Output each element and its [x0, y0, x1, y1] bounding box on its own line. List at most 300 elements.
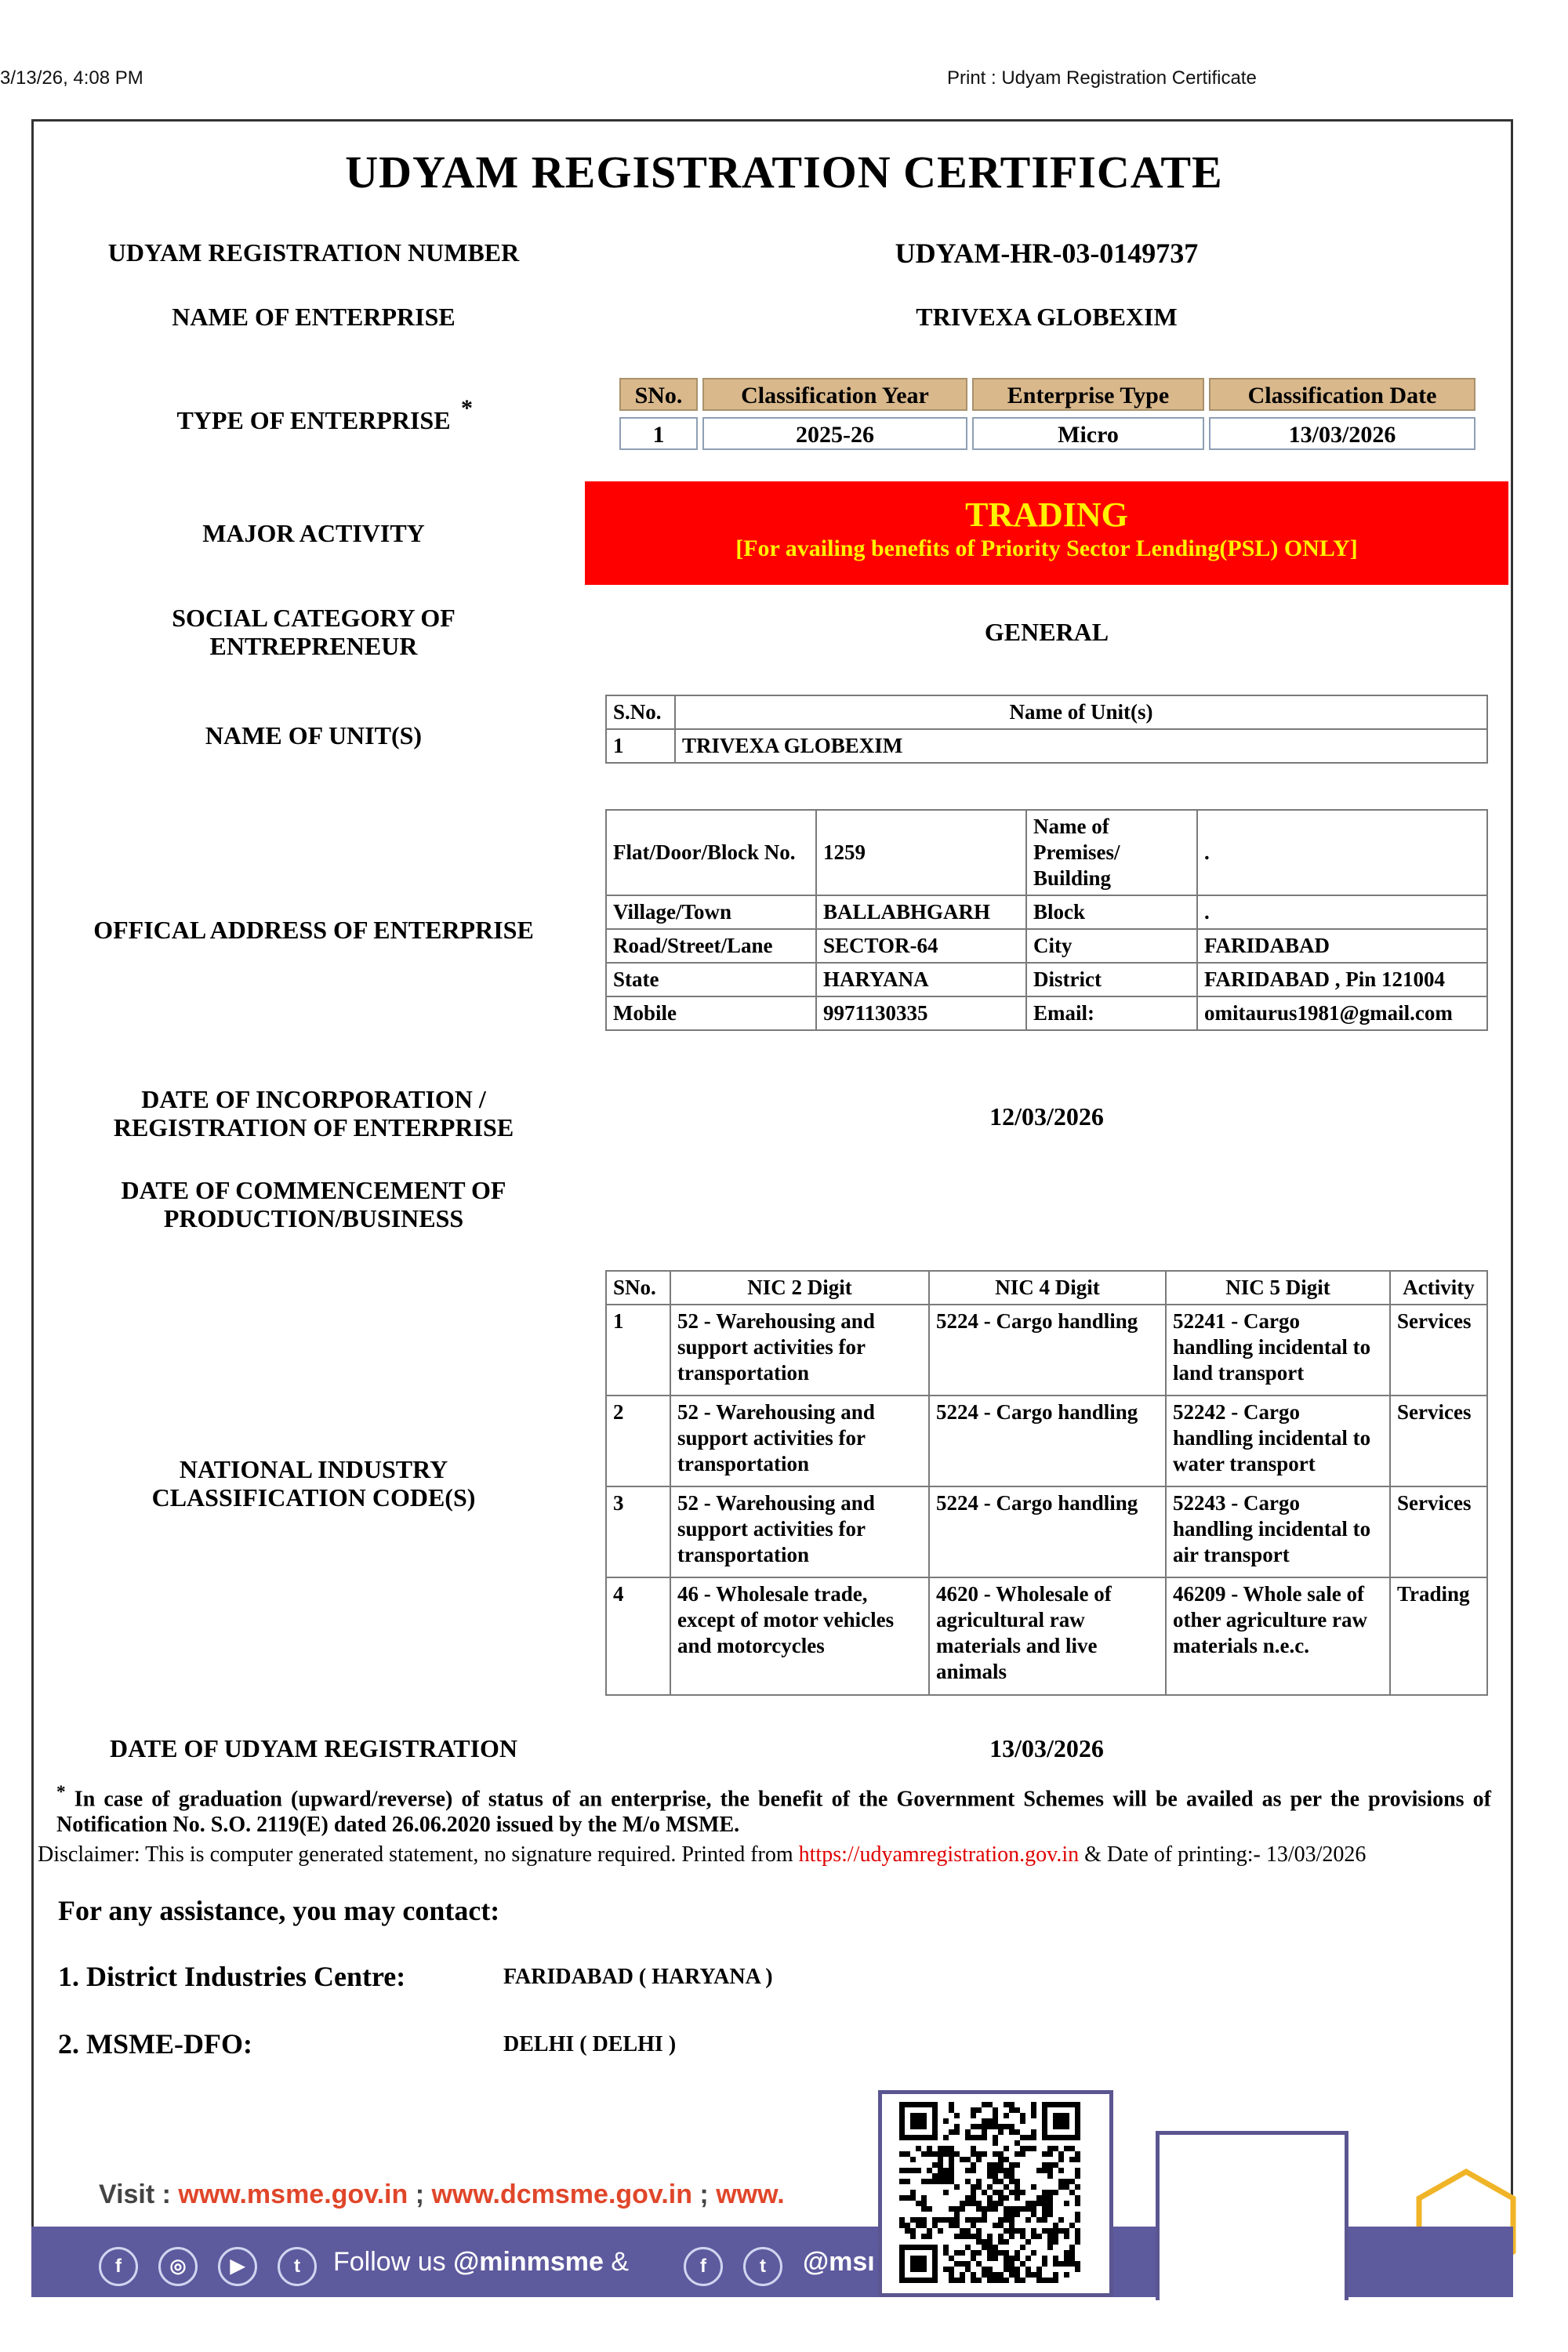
qr-module: [916, 2168, 921, 2173]
certificate-title: UDYAM REGISTRATION CERTIFICATE: [345, 147, 1223, 198]
qr-module: [927, 2234, 932, 2239]
qr-module: [971, 2250, 976, 2256]
qr-module: [1009, 2102, 1014, 2107]
qr-module: [998, 2223, 1004, 2228]
units-header-name: Name of Unit(s): [675, 695, 1487, 729]
address-premises: .: [1197, 810, 1487, 895]
qr-module: [982, 2135, 987, 2140]
twitter-icon[interactable]: t: [743, 2247, 782, 2286]
qr-module: [1058, 2217, 1064, 2223]
qr-module: [949, 2223, 954, 2228]
qr-module: [1004, 2278, 1009, 2283]
qr-module: [1025, 2256, 1031, 2261]
qr-module: [965, 2179, 971, 2184]
address-block-label: Block: [1026, 895, 1197, 929]
classification-year: 2025-26: [702, 417, 967, 450]
qr-module: [1047, 2146, 1053, 2151]
qr-module: [1036, 2267, 1042, 2272]
qr-module: [932, 2223, 938, 2228]
qr-module: [1075, 2228, 1080, 2234]
print-datetime: 3/13/26, 4:08 PM: [0, 67, 143, 89]
qr-module: [954, 2234, 960, 2239]
qr-module: [993, 2135, 998, 2140]
qr-module: [1020, 2245, 1025, 2250]
qr-module: [976, 2228, 982, 2234]
units-table: [605, 695, 1488, 764]
qr-module: [1004, 2228, 1009, 2234]
qr-module: [1025, 2239, 1031, 2245]
qr-module: [1047, 2173, 1053, 2179]
qr-module: [965, 2261, 971, 2267]
qr-module: [998, 2151, 1004, 2157]
address-mobile: 9971130335: [816, 996, 1026, 1030]
qr-module: [1069, 2146, 1075, 2151]
qr-module: [971, 2195, 976, 2201]
qr-module: [1042, 2212, 1047, 2217]
qr-module: [971, 2146, 976, 2151]
qr-module: [949, 2168, 954, 2173]
qr-module: [976, 2217, 982, 2223]
qr-module: [949, 2129, 954, 2135]
qr-module: [938, 2173, 943, 2179]
nic-4digit: 4620 - Wholesale of agricultural raw materials and live animals: [929, 1577, 1166, 1695]
qr-module: [971, 2124, 976, 2129]
qr-module: [976, 2261, 982, 2267]
qr-module: [987, 2173, 993, 2179]
address-flat: 1259: [816, 810, 1026, 895]
qr-module: [971, 2223, 976, 2228]
qr-module: [976, 2151, 982, 2157]
nic-5digit: 52241 - Cargo handling incidental to land transport: [1166, 1305, 1390, 1396]
qr-module: [932, 2162, 938, 2168]
qr-module: [1020, 2278, 1025, 2283]
qr-module: [943, 2118, 949, 2124]
qr-module: [949, 2217, 954, 2223]
qr-module: [1025, 2206, 1031, 2212]
qr-module: [949, 2102, 954, 2107]
qr-module: [965, 2129, 971, 2135]
dic-label: 1. District Industries Centre:: [58, 1961, 406, 1992]
qr-module: [1004, 2157, 1009, 2162]
nic-label-line2: CLASSIFICATION CODE(S): [151, 1483, 476, 1512]
qr-module: [971, 2256, 976, 2261]
nic-header-4digit: NIC 4 Digit: [929, 1271, 1166, 1305]
qr-module: [1004, 2184, 1009, 2190]
major-activity-label: MAJOR ACTIVITY: [202, 519, 425, 547]
qr-module: [971, 2278, 976, 2283]
qr-module: [1014, 2195, 1020, 2201]
classification-header-date: Classification Date: [1209, 378, 1475, 411]
qr-module: [1009, 2223, 1014, 2228]
qr-module: [1064, 2261, 1069, 2267]
udyam-date: 13/03/2026: [989, 1734, 1104, 1762]
qr-module: [960, 2250, 965, 2256]
qr-module: [932, 2151, 938, 2157]
qr-module: [1064, 2184, 1069, 2190]
address-premises-label: Name of Premises/ Building: [1026, 810, 1197, 895]
qr-module: [982, 2206, 987, 2212]
footnote-asterisk: *: [56, 1782, 66, 1802]
qr-module: [1009, 2272, 1014, 2278]
qr-module: [1004, 2217, 1009, 2223]
qr-module: [1042, 2217, 1047, 2223]
qr-module: [1069, 2261, 1075, 2267]
disclaimer-link[interactable]: https://udyamregistration.gov.in: [798, 1842, 1080, 1867]
qr-module: [987, 2184, 993, 2190]
incorporation-label-line1: DATE OF INCORPORATION /: [141, 1085, 486, 1113]
qr-module: [910, 2168, 916, 2173]
qr-module: [1009, 2212, 1014, 2217]
qr-module: [965, 2168, 971, 2173]
nic-label-line1: NATIONAL INDUSTRY: [179, 1455, 448, 1483]
qr-module: [1053, 2261, 1058, 2267]
qr-module: [971, 2151, 976, 2157]
qr-module: [1069, 2157, 1075, 2162]
table-row: [606, 1305, 1487, 1396]
footnote-text: In case of graduation (upward/reverse) of status of an enterprise, the benefit of the Government Schemes will be availed as per the provisions of Notification No. S.O. 2119(E) dated 26.06.2020 issued by the M/o MSME.: [56, 1787, 1492, 1838]
qr-module: [905, 2223, 910, 2228]
qr-module: [1069, 2256, 1075, 2261]
qr-module: [1020, 2261, 1025, 2267]
qr-module: [1042, 2190, 1047, 2195]
commencement-label-line1: DATE OF COMMENCEMENT OF: [121, 1176, 506, 1204]
qr-module: [1058, 2168, 1064, 2173]
qr-module: [998, 2217, 1004, 2223]
social-category-label-line1: SOCIAL CATEGORY OF: [172, 604, 456, 632]
follow-handle-2[interactable]: @msı: [803, 2247, 875, 2277]
address-email: omitaurus1981@gmail.com: [1197, 996, 1487, 1030]
qr-module: [993, 2107, 998, 2113]
qr-module: [987, 2272, 993, 2278]
qr-module: [1075, 2267, 1080, 2272]
qr-module: [916, 2217, 921, 2223]
qr-module: [1020, 2228, 1025, 2234]
classification-enterprise-type: Micro: [972, 417, 1204, 450]
visit-url-msme[interactable]: www.msme.gov.in: [178, 2180, 408, 2209]
dfo-value: DELHI ( DELHI ): [503, 2032, 677, 2056]
qr-module: [982, 2118, 987, 2124]
table-row: [606, 729, 1487, 763]
qr-module: [943, 2173, 949, 2179]
address-city: FARIDABAD: [1197, 929, 1487, 963]
qr-module: [1075, 2151, 1080, 2157]
address-district: FARIDABAD , Pin 121004: [1197, 963, 1487, 996]
qr-module: [954, 2184, 960, 2190]
qr-module: [1058, 2261, 1064, 2267]
qr-module: [910, 2256, 927, 2272]
address-block: .: [1197, 895, 1487, 929]
qr-module: [1009, 2217, 1014, 2223]
qr-module: [987, 2118, 993, 2124]
qr-module: [1053, 2239, 1058, 2245]
qr-module: [1075, 2173, 1080, 2179]
qr-module: [998, 2234, 1004, 2239]
qr-module: [943, 2250, 949, 2256]
qr-module: [971, 2162, 976, 2168]
social-category-value: GENERAL: [984, 618, 1109, 646]
qr-module: [1014, 2162, 1020, 2168]
qr-module: [1004, 2113, 1009, 2118]
qr-module: [1031, 2129, 1036, 2135]
youtube-icon[interactable]: ▶: [218, 2247, 257, 2286]
qr-module: [1014, 2184, 1020, 2190]
qr-module: [1042, 2162, 1047, 2168]
qr-module: [965, 2195, 971, 2201]
qr-module: [1014, 2272, 1020, 2278]
classification-header-row: [619, 378, 1475, 411]
qr-module: [965, 2135, 971, 2140]
qr-module: [1014, 2190, 1020, 2195]
qr-module: [1014, 2267, 1020, 2272]
qr-module: [905, 2151, 910, 2157]
qr-module: [998, 2278, 1004, 2283]
qr-module: [1014, 2278, 1020, 2283]
qr-module: [1031, 2107, 1036, 2113]
classification-sno: 1: [619, 417, 698, 450]
qr-module: [1004, 2124, 1009, 2129]
classification-header-sno: SNo.: [619, 378, 698, 411]
assistance-title: For any assistance, you may contact:: [58, 1895, 500, 1926]
qr-module: [949, 2179, 954, 2184]
nic-activity: Services: [1390, 1305, 1487, 1396]
major-activity-note: [For availing benefits of Priority Sector Lending(PSL) ONLY]: [735, 535, 1358, 561]
qr-module: [1053, 2278, 1058, 2283]
qr-code-pattern: [882, 2094, 1109, 2293]
facebook-icon[interactable]: f: [99, 2247, 138, 2286]
qr-module: [910, 2195, 916, 2201]
qr-module: [938, 2146, 943, 2151]
qr-module: [987, 2234, 993, 2239]
qr-module: [998, 2250, 1004, 2256]
classification-header-type: Enterprise Type: [972, 378, 1204, 411]
qr-module: [1009, 2179, 1014, 2184]
address-mobile-label: Mobile: [606, 996, 816, 1030]
qr-module: [1069, 2190, 1075, 2195]
qr-module: [1075, 2195, 1080, 2201]
qr-module: [938, 2151, 943, 2157]
qr-module: [987, 2239, 993, 2245]
qr-module: [993, 2250, 998, 2256]
qr-module: [976, 2135, 982, 2140]
qr-module: [910, 2228, 916, 2234]
qr-module: [954, 2206, 960, 2212]
qr-module: [921, 2223, 927, 2228]
qr-module: [949, 2151, 954, 2157]
qr-module: [976, 2234, 982, 2239]
qr-module: [1009, 2173, 1014, 2179]
address-state-label: State: [606, 963, 816, 996]
qr-module: [971, 2201, 976, 2206]
qr-module: [971, 2113, 976, 2118]
qr-module: [916, 2223, 921, 2228]
visit-separator: ;: [691, 2180, 717, 2209]
qr-module: [899, 2217, 905, 2223]
qr-module: [1047, 2228, 1053, 2234]
nic-2digit: 52 - Warehousing and support activities for transportation: [670, 1486, 929, 1577]
qr-module: [899, 2168, 905, 2173]
visit-url-dcmsme[interactable]: www.dcmsme.gov.in: [431, 2180, 692, 2209]
qr-module: [921, 2234, 927, 2239]
follow-us-text: [333, 2247, 629, 2278]
qr-module: [1047, 2278, 1053, 2283]
qr-module: [1025, 2217, 1031, 2223]
qr-module: [1004, 2173, 1009, 2179]
qr-module: [998, 2272, 1004, 2278]
qr-module: [910, 2157, 916, 2162]
major-activity-banner: [585, 481, 1508, 585]
qr-module: [960, 2234, 965, 2239]
qr-module: [1047, 2234, 1053, 2239]
qr-module: [971, 2168, 976, 2173]
qr-module: [982, 2217, 987, 2223]
qr-module: [1075, 2168, 1080, 2173]
qr-module: [927, 2151, 932, 2157]
qr-module: [1031, 2212, 1036, 2217]
qr-module: [1042, 2151, 1047, 2157]
qr-module: [987, 2267, 993, 2272]
qr-module: [1025, 2272, 1031, 2278]
address-email-label: Email:: [1026, 996, 1197, 1030]
qr-module: [1020, 2118, 1025, 2124]
disclaimer-suffix: & Date of printing:- 13/03/2026: [1079, 1842, 1367, 1867]
qr-module: [1047, 2195, 1053, 2201]
qr-module: [943, 2245, 949, 2250]
qr-module: [1042, 2278, 1047, 2283]
qr-module: [949, 2267, 954, 2272]
qr-module: [943, 2168, 949, 2173]
dfo-label: 2. MSME-DFO:: [58, 2028, 252, 2060]
qr-module: [1020, 2190, 1025, 2195]
qr-module: [982, 2102, 987, 2107]
qr-module: [943, 2267, 949, 2272]
visit-url-partial[interactable]: www.: [716, 2180, 785, 2209]
qr-module: [954, 2151, 960, 2157]
nic-4digit: 5224 - Cargo handling: [929, 1305, 1166, 1396]
qr-module: [971, 2234, 976, 2239]
twitter-icon[interactable]: t: [278, 2247, 317, 2286]
qr-module: [993, 2162, 998, 2168]
qr-module: [1004, 2146, 1009, 2151]
qr-module: [971, 2272, 976, 2278]
commencement-label-line2: PRODUCTION/BUSINESS: [163, 1204, 464, 1232]
social-category-label: [47, 604, 580, 660]
qr-module: [1058, 2157, 1064, 2162]
qr-module: [1075, 2212, 1080, 2217]
qr-module: [965, 2157, 971, 2162]
qr-module: [982, 2151, 987, 2157]
qr-module: [1047, 2162, 1053, 2168]
qr-module: [1075, 2201, 1080, 2206]
qr-module: [1014, 2228, 1020, 2234]
registration-number: UDYAM-HR-03-0149737: [895, 238, 1199, 269]
qr-module: [1036, 2201, 1042, 2206]
qr-module: [982, 2239, 987, 2245]
qr-module: [987, 2256, 993, 2261]
qr-module: [971, 2135, 976, 2140]
qr-module: [949, 2162, 954, 2168]
qr-module: [905, 2195, 910, 2201]
nic-label: [47, 1455, 580, 1512]
qr-module: [1031, 2184, 1036, 2190]
qr-module: [927, 2228, 932, 2234]
address-table: [605, 809, 1488, 1031]
qr-module: [1053, 2272, 1058, 2278]
qr-module: [1020, 2151, 1025, 2157]
nic-2digit: 52 - Warehousing and support activities for transportation: [670, 1396, 929, 1486]
qr-module: [1064, 2256, 1069, 2261]
qr-module: [1069, 2250, 1075, 2256]
qr-module: [998, 2168, 1004, 2173]
qr-module: [987, 2102, 993, 2107]
address-road: SECTOR-64: [816, 929, 1026, 963]
qr-module: [1075, 2261, 1080, 2267]
instagram-icon[interactable]: ◎: [158, 2247, 198, 2286]
qr-module: [1009, 2261, 1014, 2267]
qr-module: [1075, 2239, 1080, 2245]
commencement-label: [47, 1176, 580, 1232]
nic-sno: 1: [606, 1305, 670, 1396]
qr-module: [1042, 2206, 1047, 2212]
qr-module: [1064, 2250, 1069, 2256]
qr-module: [1047, 2245, 1053, 2250]
qr-module: [976, 2107, 982, 2113]
qr-module: [1031, 2102, 1036, 2107]
nic-5digit: 52243 - Cargo handling incidental to air transport: [1166, 1486, 1390, 1577]
qr-module: [1042, 2228, 1047, 2234]
qr-module: [1009, 2267, 1014, 2272]
qr-module: [905, 2168, 910, 2173]
address-district-label: District: [1026, 963, 1197, 996]
qr-module: [993, 2272, 998, 2278]
qr-module: [927, 2206, 932, 2212]
qr-module: [976, 2239, 982, 2245]
qr-module: [965, 2267, 971, 2272]
qr-module: [960, 2228, 965, 2234]
udyam-date-label: DATE OF UDYAM REGISTRATION: [109, 1734, 518, 1762]
qr-module: [976, 2278, 982, 2283]
qr-module: [899, 2195, 905, 2201]
qr-module: [987, 2201, 993, 2206]
qr-module: [987, 2168, 993, 2173]
qr-module: [1058, 2151, 1064, 2157]
qr-module: [1047, 2151, 1053, 2157]
graduation-footnote: [56, 1780, 1491, 1838]
qr-module: [954, 2223, 960, 2228]
follow-handle[interactable]: @minmsme: [453, 2247, 604, 2277]
qr-module: [993, 2206, 998, 2212]
social-category-label-line2: ENTREPRENEUR: [209, 632, 418, 660]
qr-module: [949, 2146, 954, 2151]
qr-module: [993, 2201, 998, 2206]
nic-sno: 3: [606, 1486, 670, 1577]
facebook-icon[interactable]: f: [684, 2247, 723, 2286]
nic-2digit: 52 - Warehousing and support activities for transportation: [670, 1305, 929, 1396]
qr-module: [943, 2146, 949, 2151]
qr-module: [1053, 2162, 1058, 2168]
qr-module: [993, 2151, 998, 2157]
qr-module: [987, 2195, 993, 2201]
qr-module: [982, 2190, 987, 2195]
qr-module: [982, 2129, 987, 2135]
qr-module: [1031, 2234, 1036, 2239]
nic-4digit: 5224 - Cargo handling: [929, 1486, 1166, 1577]
qr-module: [943, 2151, 949, 2157]
qr-module: [1009, 2190, 1014, 2195]
qr-module: [1036, 2272, 1042, 2278]
qr-module: [998, 2124, 1004, 2129]
enterprise-name: TRIVEXA GLOBEXIM: [916, 303, 1178, 331]
qr-module: [954, 2124, 960, 2129]
